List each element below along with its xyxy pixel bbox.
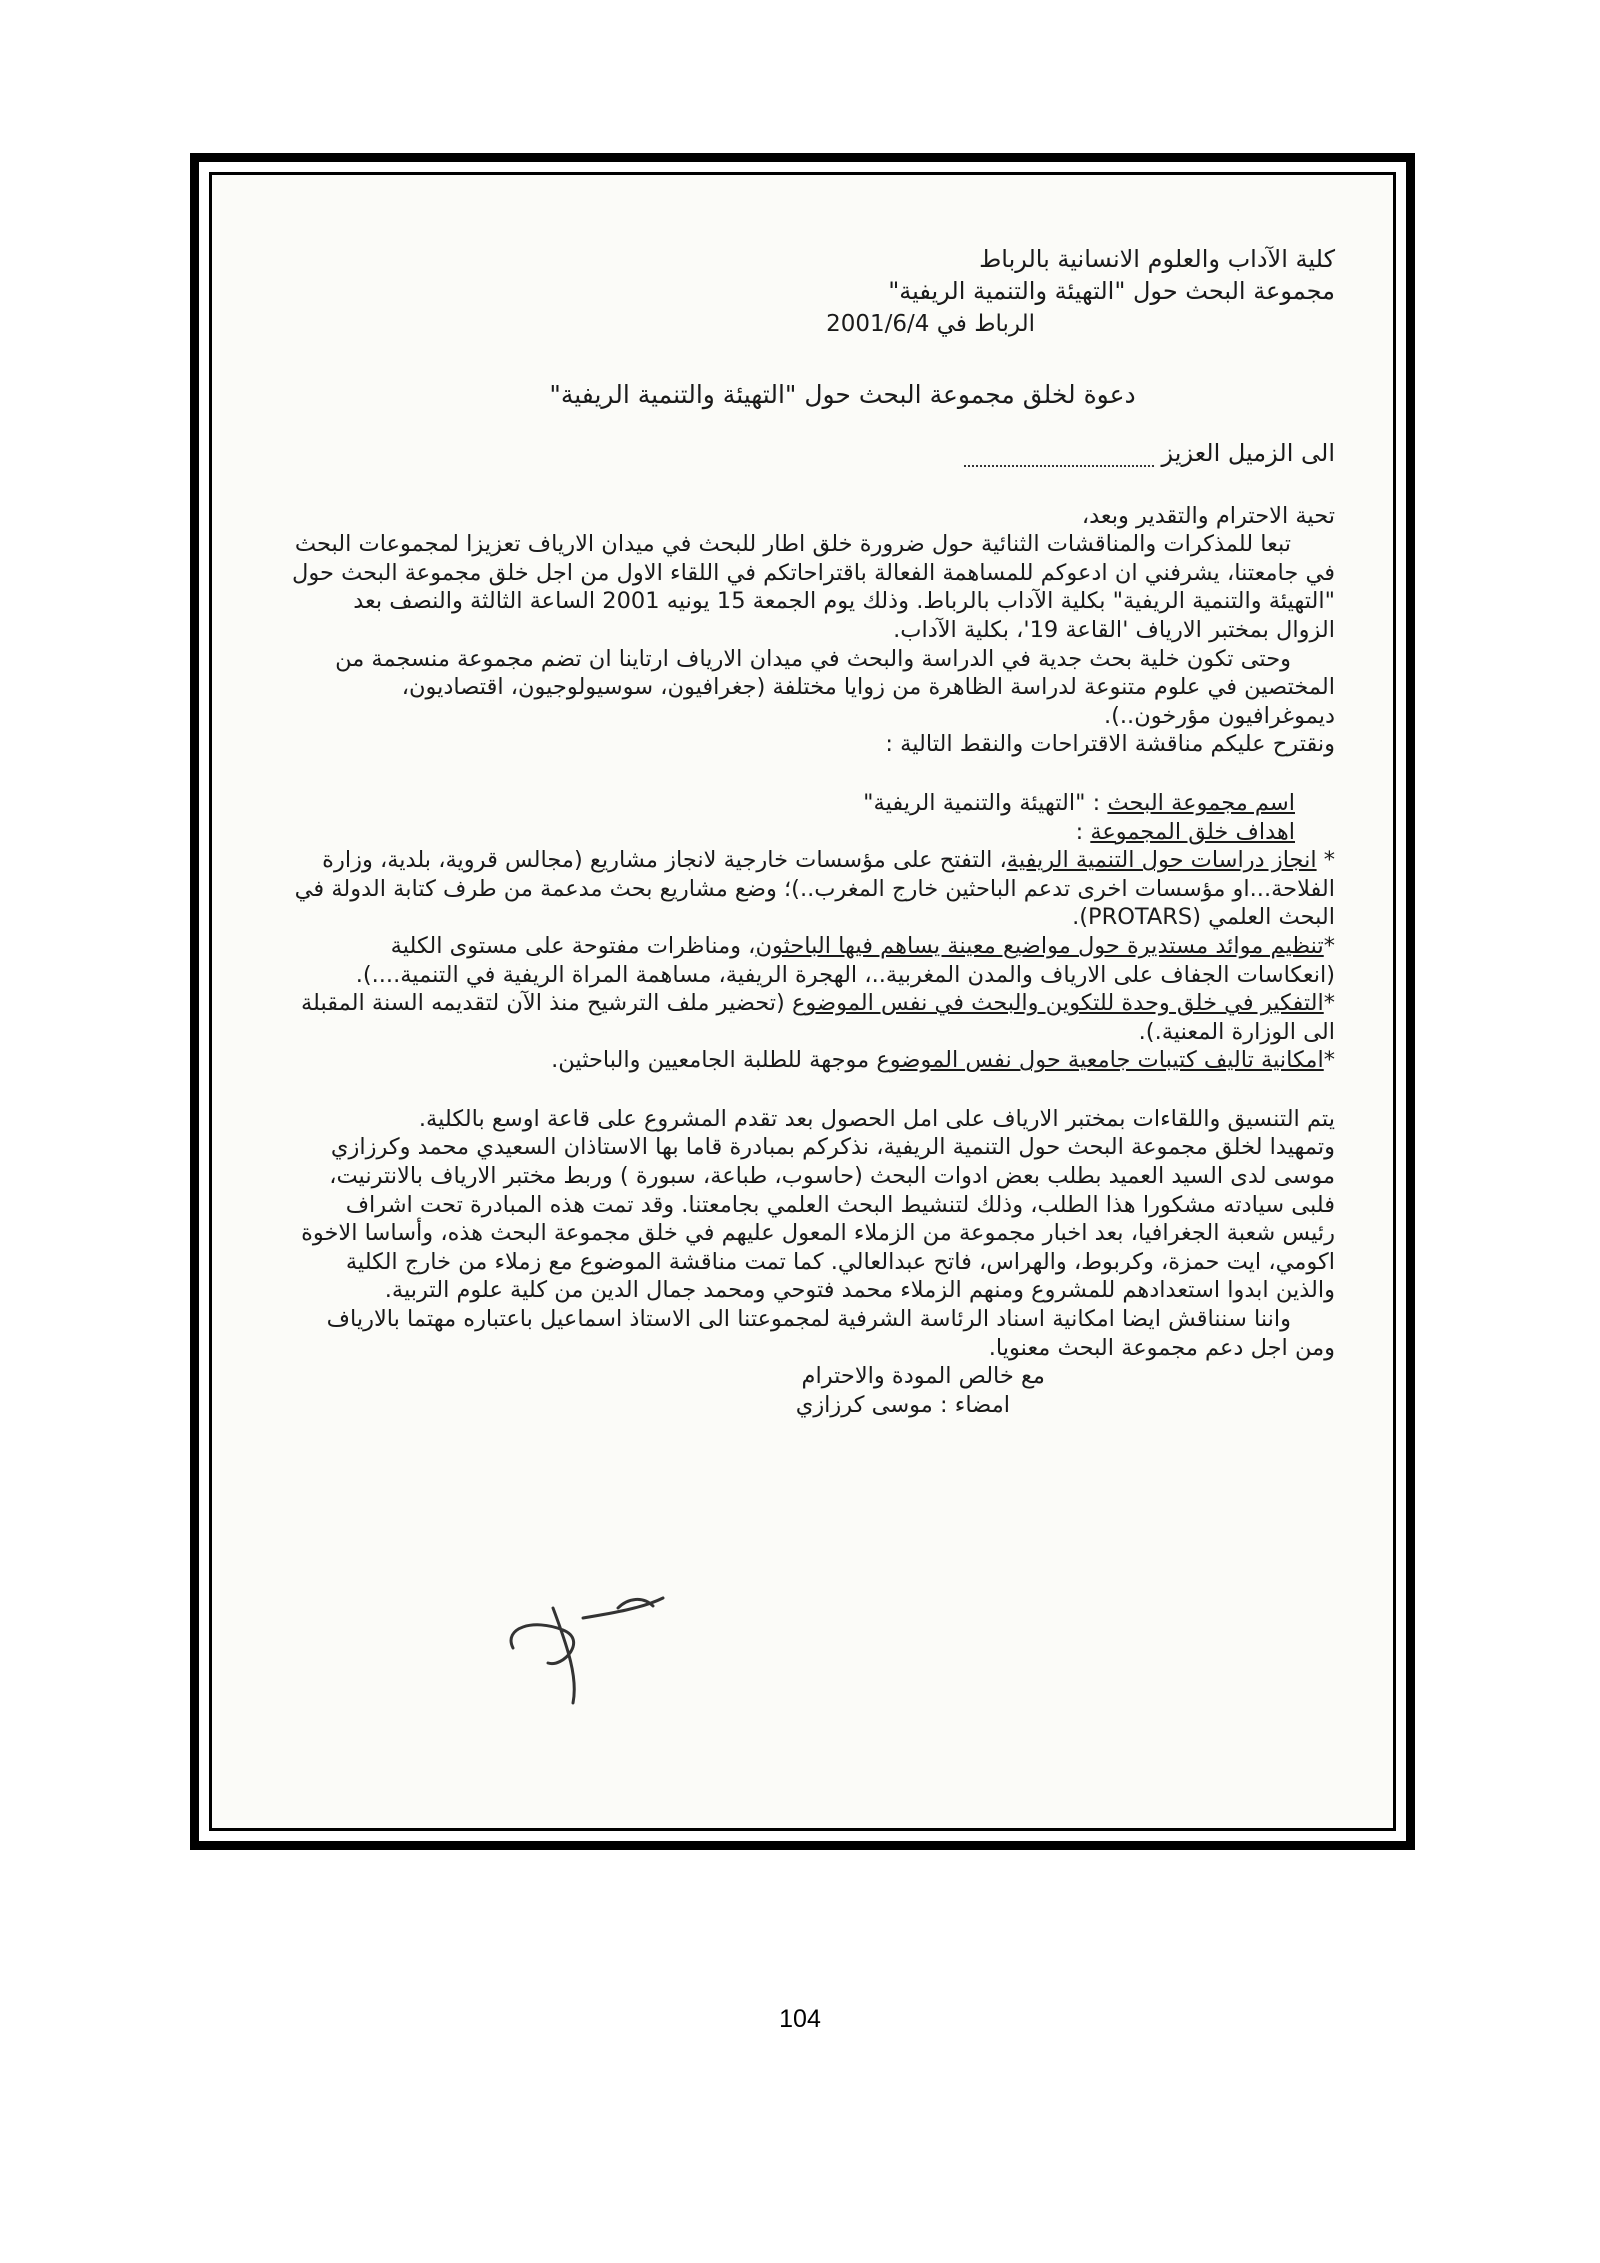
letter-paragraph: وتمهيدا لخلق مجموعة البحث حول التنمية الريفية، نذكركم بمبادرة قاما بها الاستاذان السعيدي محمد وكرزازي موسى لدى السيد العميد بطلب بعض ادوات البحث (حاسوب، طباعة، سبورة ) وربط مختبر الارياف بالانترنيت، فلبى سيادته مشكورا هذا الطلب، وذلك لتنشيط البحث العلمي بجامعتنا. وقد تمت هذه المبادرة تحت اشراف رئيس شعبة الجغرافيا، بعد اخبار مجموعة من الزملاء المعول عليهم في خلق مجموعة البحث هذه، وأساسا الاخوة اكومي، ايت حمزة، وكربوط، والهراس، فاتح عبدالعالي. كما تمت مناقشة الموضوع مع زملاء من خارج الكلية والذين ابدوا استعدادهم للمشروع ومنهم الزملاء محمد فتوحي ومحمد جمال الدين من كلية علوم التربية. xyxy=(301,1134,1335,1304)
letterhead-group: مجموعة البحث حول "التهيئة والتنمية الريفية" xyxy=(888,277,1335,305)
goal-text: ، التفتح على مؤسسات خارجية لانجاز مشاريع (مجالس قروية، بلدية، وزارة الفلاحة...او مؤسسات اخرى تدعم الباحثين خارج المغرب..)؛ وضع مشاريع بحث مدعمة من طرف كتابة الدولة في البحث العلمي (PROTARS). xyxy=(294,847,1335,931)
group-name-line xyxy=(290,789,1295,818)
goal-item: *تنظيم موائد مستديرة حول مواضيع معينة يساهم فيها الباحثون، ومناظرات مفتوحة على مستوى الكلية (انعكاسات الجفاف على الارياف والمدن المغربية..، الهجرة الريفية، مساهمة المراة الريفية في التنمية....). xyxy=(355,932,1335,988)
letter-paragraph: وحتى تكون خلية بحث جدية في الدراسة والبحث في ميدان الارياف ارتاينا ان تضم مجموعة منسجمة من المختصين في علوم متنوعة لدراسة الظاهرة من زوايا مختلفة (جغرافيون، سوسيولوجيون، اقتصاديون، ديموغرافيون مؤرخون..). xyxy=(335,645,1335,729)
letter-addressee xyxy=(290,439,1335,468)
group-name-value: : "التهيئة والتنمية الريفية" xyxy=(863,789,1101,816)
goal-text: ، ومناظرات مفتوحة على مستوى الكلية (انعكاسات الجفاف على الارياف والمدن المغربية..، الهجرة الريفية، مساهمة المراة الريفية في التنمية....). xyxy=(355,932,1335,988)
goal-text: (تحضير ملف الترشيح منذ الآن لتقديمه السنة المقبلة الى الوزارة المعنية.). xyxy=(300,990,1335,1045)
page-number: 104 xyxy=(779,2005,821,2033)
handwritten-name-line xyxy=(964,465,1154,467)
goals-heading xyxy=(290,818,1295,847)
goal-item: *امكانية تاليف كتيبات جامعية حول نفس الموضوع موجهة للطلبة الجامعيين والباحثين. xyxy=(551,1047,1335,1074)
letter-signer: امضاء : موسى كرزازي xyxy=(795,1391,1010,1418)
letter-closing: مع خالص المودة والاحترام xyxy=(801,1363,1045,1390)
scanned-document-frame xyxy=(190,153,1415,1850)
letter-paragraph: واننا سنناقش ايضا امكانية اسناد الرئاسة الشرفية لمجموعتنا الى الاستاذ اسماعيل باعتباره مهتما بالارياف ومن اجل دعم مجموعة البحث معنويا. xyxy=(326,1306,1335,1361)
letterhead-institution: كلية الآداب والعلوم الانسانية بالرباط xyxy=(979,245,1335,273)
goal-title: التفكير في خلق وحدة للتكوين والبحث في نفس الموضوع xyxy=(791,990,1324,1017)
goals-label: اهداف خلق المجموعة xyxy=(1090,818,1295,845)
letter-title: دعوة لخلق مجموعة البحث حول "التهيئة والتنمية الريفية" xyxy=(549,380,1136,409)
goals-colon: : xyxy=(1075,818,1084,845)
letter-paragraph: تبعا للمذكرات والمناقشات الثنائية حول ضرورة خلق اطار للبحث في ميدان الارياف تعزيزا لمجموعات البحث في جامعتنا، يشرفني ان ادعوكم للمساهمة الفعالة باقتراحاتكم في اللقاء الاول من اجل خلق مجموعة البحث حول "التهيئة والتنمية الريفية" بكلية الآداب بالرباط. وذلك يوم الجمعة 15 يونيه 2001 الساعة الثالثة والنصف بعد الزوال بمختبر الارياف 'القاعة 19'، بكلية الآداب. xyxy=(292,531,1335,643)
goal-title: امكانية تاليف كتيبات جامعية حول نفس الموضوع xyxy=(876,1047,1324,1074)
goal-title: انجاز دراسات حول التنمية الريفية xyxy=(1006,847,1317,874)
letter-greeting: تحية الاحترام والتقدير وبعد، xyxy=(1081,502,1335,529)
addressee-label: الى الزميل العزيز xyxy=(1161,439,1335,467)
letter-paragraph: ونقترح عليكم مناقشة الاقتراحات والنقط التالية : xyxy=(885,731,1335,758)
letter-paragraph: يتم التنسيق واللقاءات بمختبر الارياف على امل الحصول بعد تقدم المشروع على قاعة اوسع بالكلية. xyxy=(418,1105,1335,1132)
goal-title: تنظيم موائد مستديرة حول مواضيع معينة يساهم فيها الباحثون xyxy=(755,932,1324,959)
letter-body xyxy=(290,243,1335,1788)
scanned-letter-sheet xyxy=(209,172,1396,1831)
goal-item: *التفكير في خلق وحدة للتكوين والبحث في نفس الموضوع (تحضير ملف الترشيح منذ الآن لتقديمه السنة المقبلة الى الوزارة المعنية.). xyxy=(300,990,1335,1045)
goal-item: * انجاز دراسات حول التنمية الريفية، التفتح على مؤسسات خارجية لانجاز مشاريع (مجالس قروية، بلدية، وزارة الفلاحة...او مؤسسات اخرى تدعم الباحثين خارج المغرب..)؛ وضع مشاريع بحث مدعمة من طرف كتابة الدولة في البحث العلمي (PROTARS). xyxy=(294,847,1335,931)
handwritten-signature xyxy=(493,1578,673,1708)
goal-text: موجهة للطلبة الجامعيين والباحثين. xyxy=(551,1047,877,1074)
letter-date: الرباط في 2001/6/4 xyxy=(826,311,1035,337)
group-name-label: اسم مجموعة البحث xyxy=(1107,789,1295,816)
